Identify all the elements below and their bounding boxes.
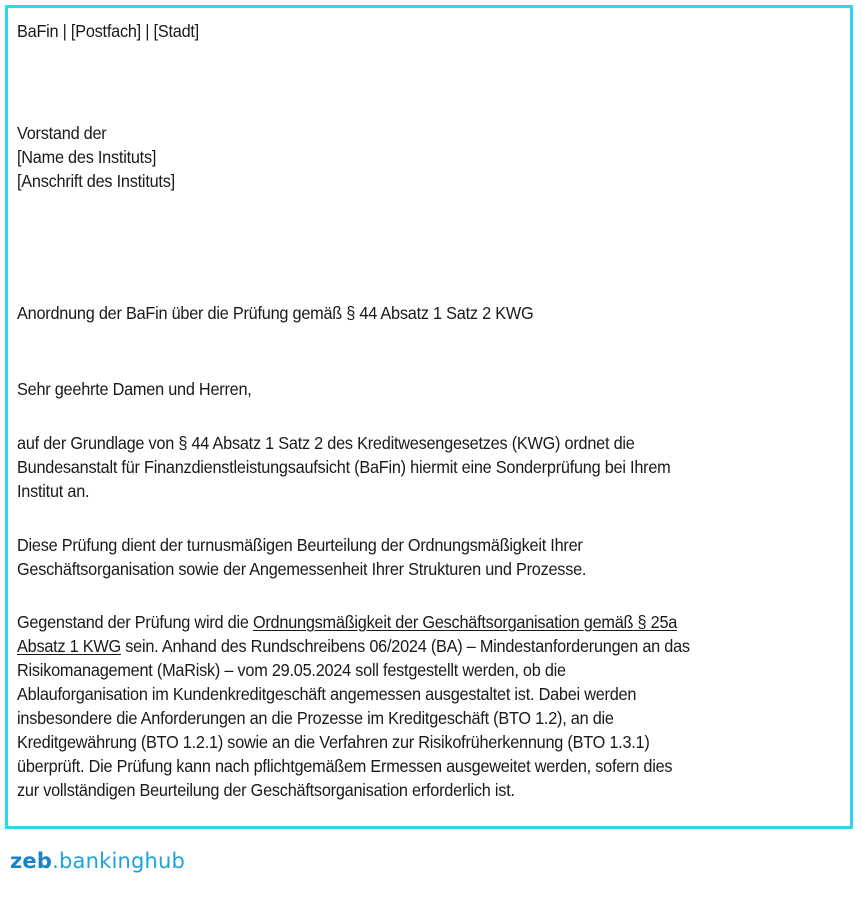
paragraph-3-line: zur vollständigen Beurteilung der Geschäftsorganisation erforderlich ist. [17,780,515,800]
paragraph-3-line [17,611,677,633]
paragraph-3-text: sein. Anhand des Rundschreibens 06/2024 (BA) – Mindestanforderungen an das [120,636,690,656]
paragraph-3-line: Risikomanagement (MaRisk) – vom 29.05.2024 soll festgestellt werden, ob die [17,660,566,680]
brand-name: zeb [10,849,53,873]
recipient-line-3: [Anschrift des Instituts] [17,171,175,191]
recipient-line-2: [Name des Instituts] [17,147,157,167]
paragraph-1-line: Bundesanstalt für Finanzdienstleistungsaufsicht (BaFin) hiermit eine Sonderprüfung bei Ihrem [17,457,671,477]
subject-line: Anordnung der BaFin über die Prüfung gemäß § 44 Absatz 1 Satz 2 KWG [17,303,534,323]
paragraph-1-line: Institut an. [17,481,90,501]
paragraph-2-line: Geschäftsorganisation sowie der Angemessenheit Ihrer Strukturen und Prozesse. [17,559,587,579]
paragraph-3-line: insbesondere die Anforderungen an die Prozesse im Kreditgeschäft (BTO 1.2), an die [17,708,614,728]
salutation: Sehr geehrte Damen und Herren, [17,379,252,399]
letter-frame [5,5,853,829]
paragraph-3-line: Kreditgewährung (BTO 1.2.1) sowie an die Verfahren zur Risikofrüherkennung (BTO 1.3.1) [17,732,650,752]
footer-logo [10,849,185,873]
recipient-line-1: Vorstand der [17,123,107,143]
paragraph-3-line: Ablauforganisation im Kundenkreditgeschäft angemessen ausgestaltet ist. Dabei werden [17,684,637,704]
paragraph-2-line: Diese Prüfung dient der turnusmäßigen Beurteilung der Ordnungsmäßigkeit Ihrer [17,535,583,555]
product-name: .bankinghub [52,849,186,873]
paragraph-1-line: auf der Grundlage von § 44 Absatz 1 Satz 2 des Kreditwesengesetzes (KWG) ordnet die [17,433,635,453]
underlined-reference: Absatz 1 KWG [17,636,121,656]
paragraph-3-text: Gegenstand der Prüfung wird die [17,612,253,632]
paragraph-3-line [17,635,690,657]
underlined-reference: Ordnungsmäßigkeit der Geschäftsorganisation gemäß § 25a [252,612,678,632]
paragraph-3-line: überprüft. Die Prüfung kann nach pflichtgemäßem Ermessen ausgeweitet werden, sofern dies [17,756,673,776]
sender-line: BaFin | [Postfach] | [Stadt] [17,21,199,41]
